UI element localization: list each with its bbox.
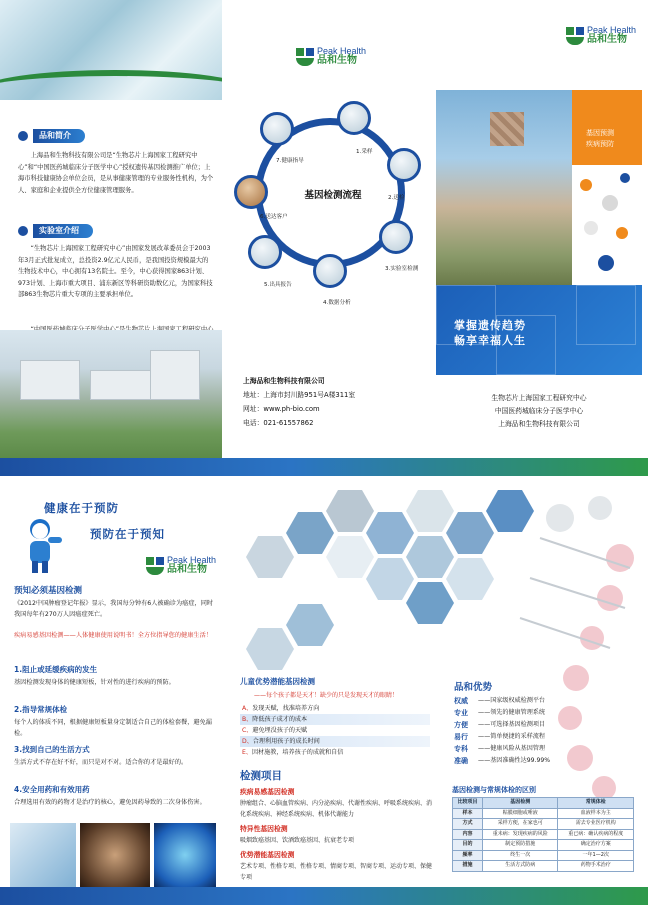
step-label-2: 2.送检 bbox=[388, 195, 405, 201]
table-row: 内容 重未病：发现疾病的风险 重已病：确认疾病的程度 bbox=[453, 829, 634, 840]
point-head-4: 4.安全用药和有效用药 bbox=[14, 785, 90, 794]
blurred-face bbox=[490, 112, 524, 146]
divider-band-top bbox=[0, 458, 648, 476]
detect-group-text-2: 吸烟致癌基因、饮酒致癌基因、抗衰老专项 bbox=[240, 837, 355, 844]
company-intro-heading bbox=[18, 129, 85, 143]
health-heading-2: 预防在于预知 bbox=[90, 527, 165, 541]
step-label-4: 4.数据分析 bbox=[323, 300, 351, 306]
doctor-photo bbox=[10, 823, 76, 887]
intro-panel bbox=[0, 0, 222, 458]
step-courier-icon bbox=[234, 175, 268, 209]
health-logo bbox=[146, 556, 216, 575]
table-header-row bbox=[453, 798, 634, 809]
logo-chinese: 品和生物 bbox=[167, 564, 207, 575]
table-row: 措施 生活方式防病 药物手术治疗 bbox=[453, 861, 634, 872]
molecule-icon bbox=[572, 165, 642, 285]
children-quote: ——每个孩子都是天才！缺少的只是发现天才的眼睛！ bbox=[254, 692, 399, 699]
logo-chinese: 品和生物 bbox=[317, 55, 357, 66]
slogan-line-1: 掌握遗传趋势 bbox=[454, 319, 526, 332]
detect-group-head-3: 优势潜能基因检测 bbox=[240, 851, 295, 859]
list-item: B、降低孩子成才的成本 bbox=[240, 714, 430, 725]
step-delivery-icon bbox=[387, 148, 421, 182]
point-head-1: 1.阻止或延缓疾病的发生 bbox=[14, 665, 98, 674]
list-item: 方便 ——可选择基因检测项目 bbox=[454, 721, 546, 729]
advantages-title: 品和优势 bbox=[454, 682, 493, 693]
contact-company: 上海品和生物科技有限公司 bbox=[243, 377, 325, 385]
table-row: 目的 制定预防措施 确定治疗方案 bbox=[453, 840, 634, 851]
mascot-icon bbox=[18, 515, 76, 577]
company-intro-title: 品和简介 bbox=[33, 129, 85, 143]
step-label-3: 3.实验室检测 bbox=[385, 266, 419, 272]
table-row: 频率 终生一次 一年1—2次 bbox=[453, 850, 634, 861]
body-photo bbox=[80, 823, 150, 887]
logo-english: Peak Health bbox=[167, 555, 217, 565]
bullet-dot-icon bbox=[18, 226, 28, 236]
contact-address: 地址：上海市封川路951号A楼311室 bbox=[243, 391, 356, 399]
advantages-list bbox=[454, 695, 634, 767]
divider-band-bottom bbox=[0, 887, 648, 905]
list-item: 易行 ——简单便捷的采样流程 bbox=[454, 733, 546, 741]
cover-logo bbox=[566, 26, 636, 45]
center-3: 上海品和生物科技有限公司 bbox=[498, 420, 580, 428]
children-benefit-list bbox=[240, 703, 430, 758]
detect-group-head-1: 疾病易感基因检测 bbox=[240, 788, 295, 796]
point-text-4: 合理选用有效的药物才是治疗的核心，避免因药导致的二次身体伤害。 bbox=[14, 799, 206, 806]
table-header: 基因检测 bbox=[482, 798, 558, 809]
list-item: 专业 ——领先的健康管理系统 bbox=[454, 709, 546, 717]
step-guidance-icon bbox=[260, 112, 294, 146]
table-header: 比较项目 bbox=[453, 798, 483, 809]
red-note-text: 疾病易感基因检测——人体健康使用说明书！全方位指导您的健康生活！ bbox=[14, 632, 212, 639]
process-title: 基因检测流程 bbox=[304, 190, 362, 201]
health-heading-1: 健康在于预防 bbox=[44, 501, 119, 515]
orange-tagline-box bbox=[572, 90, 642, 165]
orange-tagline-2: 疾病预防 bbox=[586, 140, 614, 148]
logo-english: Peak Health bbox=[587, 25, 637, 35]
point-text-3: 生活方式不存在好不好，而只是对不对。适合你的才是最好的。 bbox=[14, 759, 188, 766]
step-label-7: 7.健康指导 bbox=[276, 158, 304, 164]
brand-logo bbox=[296, 47, 366, 66]
lab-intro-text-1: “生物芯片上海国家工程研究中心”由国家发展改革委员会于2003年3月正式批复成立，总投资2.9亿元人民币，是我国投资规模最大的生物技术中心，中心拥有13名院士。至今，中心获得国家863计划、973计划、上海市重大项目、浦东新区等科研资助数亿元，为国家科技部863生物芯片重大专项的主要承担单位。 bbox=[18, 245, 213, 298]
detect-items-title: 检测项目 bbox=[240, 770, 282, 782]
point-text-2: 每个人的体质不同，根据健康短板量身定制适合自己的体检套餐，避免漏检。 bbox=[14, 719, 212, 737]
lab-intro-heading bbox=[18, 224, 93, 238]
detect-group-text-3: 艺术专项、性格专项、性格专项、情商专项、智商专项、运动专项、保健专项 bbox=[240, 863, 433, 881]
table-header: 常规体检 bbox=[558, 798, 634, 809]
list-item: 权威 ——国家级权威检测平台 bbox=[454, 697, 546, 705]
table-row: 样本 粘膜细胞或唾液 血液样本为主 bbox=[453, 808, 634, 819]
cancer-stat-text: 《2012中国肿瘤登记年报》显示，我国每分钟有6人被确诊为癌症，同时我国每年有270万人因癌症死亡。 bbox=[14, 600, 214, 618]
gene-test-subtitle: 预知必须基因检测 bbox=[14, 586, 83, 596]
list-item: 准确 ——基因准确性达99.99% bbox=[454, 757, 550, 765]
step-label-1: 1.采样 bbox=[356, 149, 373, 155]
list-item: C、避免埋没孩子的天赋 bbox=[242, 727, 308, 734]
partner-centers bbox=[436, 392, 642, 431]
logo-mark-icon bbox=[566, 27, 584, 45]
bullet-dot-icon bbox=[18, 131, 28, 141]
company-intro-text: 上海品和生物科技有限公司是“生物芯片上海国家工程研究中心”和“中国医药城临床分子医学中心”授权遗传基因检测推广单位；上海市科技健康协会单位会员，是从事健康管理的专业服务性机构，为个人、家庭和企业提供全方位健康管理服务。 bbox=[18, 152, 214, 194]
step-analysis-icon bbox=[313, 254, 347, 288]
logo-mark-icon bbox=[146, 557, 164, 575]
molecule-photo bbox=[154, 823, 216, 887]
center-1: 生物芯片上海国家工程研究中心 bbox=[491, 394, 587, 402]
detect-group-head-2: 特异性基因检测 bbox=[240, 825, 288, 833]
list-item: E、因材施教，培养孩子的成就和自信 bbox=[242, 749, 344, 756]
step-label-6: 6.送达客户 bbox=[260, 214, 288, 220]
orange-tagline-1: 基因预测 bbox=[586, 129, 614, 137]
logo-mark-icon bbox=[296, 48, 314, 66]
dna-icon bbox=[500, 478, 648, 828]
point-head-2: 2.指导常规体检 bbox=[14, 705, 68, 714]
children-test-title: 儿童优势潜能基因检测 bbox=[240, 677, 315, 686]
point-text-1: 基因检测发现身体的健康短板，针对性的进行疾病的预防。 bbox=[14, 679, 175, 686]
list-item: D、合理利用孩子的成长时间 bbox=[240, 736, 430, 747]
table-row: 方式 采样方便，在家也可 需去专业医疗机构 bbox=[453, 819, 634, 830]
step-sampling-icon bbox=[337, 101, 371, 135]
step-label-5: 5.出具报告 bbox=[264, 282, 292, 288]
slogan-line-2: 畅享幸福人生 bbox=[454, 334, 526, 347]
list-item: A、发现天赋，找准培养方向 bbox=[242, 705, 320, 712]
lab-intro-title: 实验室介绍 bbox=[33, 224, 93, 238]
step-report-icon bbox=[248, 235, 282, 269]
green-swoosh-decoration bbox=[0, 70, 222, 110]
compare-table-title: 基因检测与常规体检的区别 bbox=[452, 786, 536, 794]
family-photo bbox=[436, 90, 572, 285]
point-head-3: 3.找到自己的生活方式 bbox=[14, 745, 90, 754]
center-2: 中国医药城临床分子医学中心 bbox=[494, 407, 584, 415]
logo-english: Peak Health bbox=[317, 46, 367, 56]
logo-chinese: 品和生物 bbox=[587, 34, 627, 45]
compare-table bbox=[452, 797, 634, 872]
campus-photo bbox=[0, 330, 222, 458]
cover-slogan bbox=[454, 318, 526, 348]
contact-phone: 电话：021-61557862 bbox=[243, 419, 314, 427]
list-item: 专科 ——健康风险从基因管理 bbox=[454, 745, 546, 753]
contact-website: 网址：www.ph-bio.com bbox=[243, 405, 320, 413]
step-lab-icon bbox=[379, 220, 413, 254]
detect-group-text-1: 肿瘤组合、心脑血管疾病、内分泌疾病、代谢性疾病、呼吸系统疾病、消化系统疾病、神经系统疾病、机体代谢能力 bbox=[240, 800, 433, 818]
